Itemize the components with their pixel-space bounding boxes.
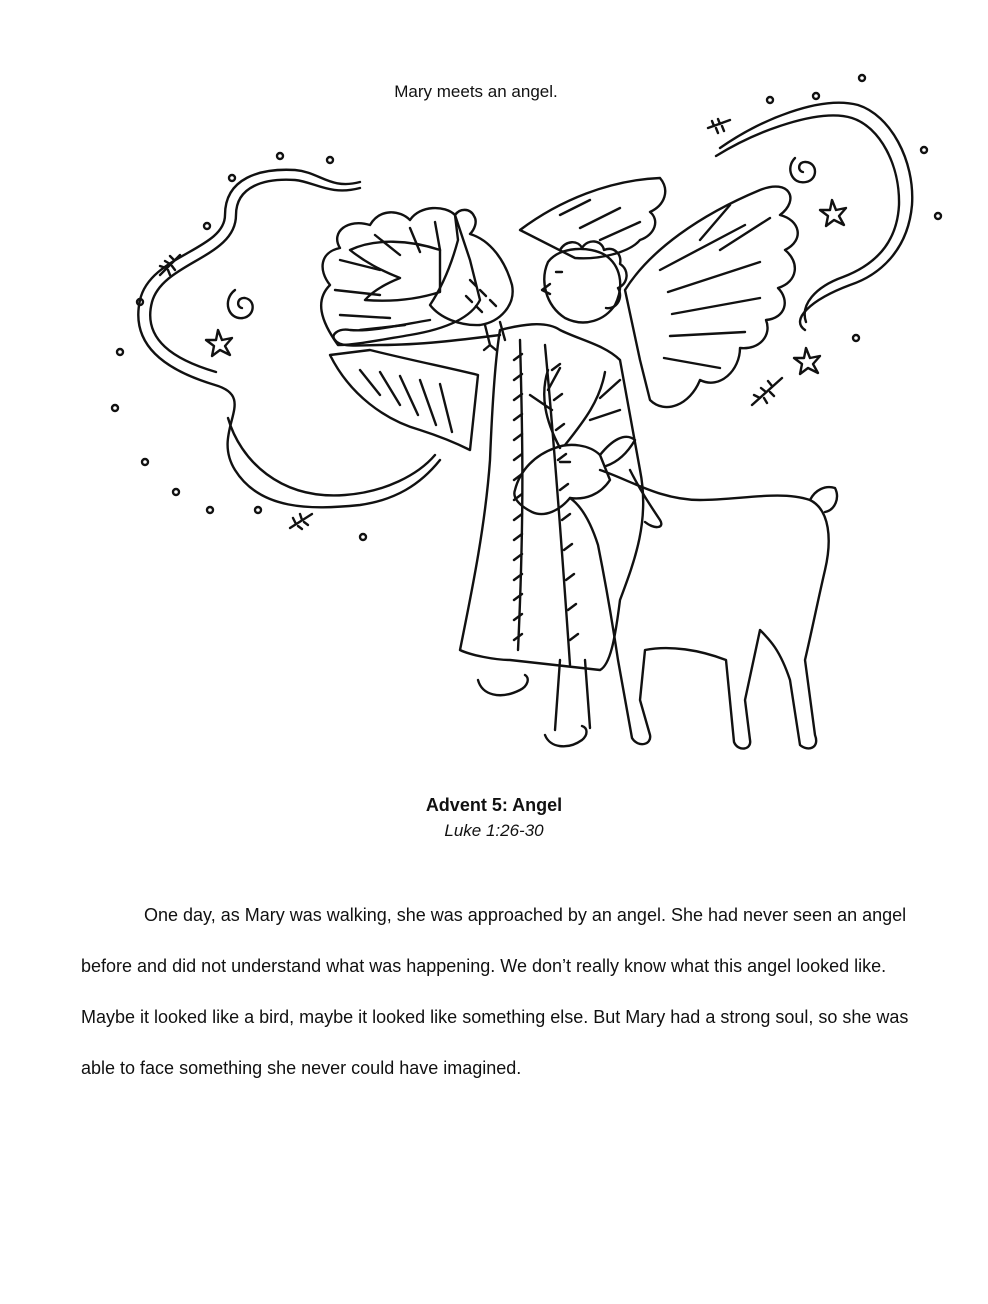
deer-ear bbox=[600, 437, 635, 466]
left-ribbon-line bbox=[228, 418, 435, 495]
deer-head bbox=[514, 445, 610, 514]
right-ribbon-line bbox=[716, 116, 899, 322]
angel-foot bbox=[478, 675, 528, 695]
scripture-reference: Luke 1:26-30 bbox=[444, 821, 544, 840]
leaf-sprig-icon bbox=[708, 119, 730, 133]
deer-body bbox=[570, 470, 829, 749]
star-icon bbox=[794, 348, 820, 374]
left-ribbon-line bbox=[150, 180, 360, 372]
upper-wing bbox=[520, 178, 665, 258]
angel-foot bbox=[545, 726, 587, 746]
right-wing bbox=[625, 187, 798, 407]
lesson-paragraph: One day, as Mary was walking, she was approached by an angel. She had never seen an angel before and did not understand what was happening. We don’t really know what this angel looked like. Maybe it looked like a bird, maybe it looked like something else. But Mary had a strong soul, so she was able to face something she never could have imagined. bbox=[81, 905, 909, 1078]
left-wing-feathers bbox=[335, 222, 440, 330]
upper-wing-feathers bbox=[560, 200, 640, 240]
left-lower-wing-feathers bbox=[360, 370, 452, 432]
angel-leg bbox=[555, 660, 590, 730]
swirl-icon bbox=[228, 290, 253, 318]
bird-feathers bbox=[466, 280, 496, 312]
angel-head bbox=[544, 249, 620, 323]
lesson-title: Advent 5: Angel bbox=[425, 795, 563, 815]
swirl-icon bbox=[790, 158, 815, 182]
deer-antler bbox=[530, 368, 620, 448]
right-wing-feathers bbox=[660, 205, 770, 368]
left-lower-wing bbox=[330, 350, 478, 450]
angel-arm bbox=[630, 470, 661, 527]
illustration-caption: Mary meets an angel. bbox=[394, 82, 558, 101]
star-icon bbox=[820, 200, 846, 226]
leaf-sprig-icon bbox=[752, 378, 782, 405]
right-ribbon-line bbox=[720, 103, 912, 330]
leaf-sprig-icon bbox=[290, 514, 312, 529]
angel-robe bbox=[460, 324, 643, 670]
star-icon bbox=[206, 330, 232, 356]
deer-tail bbox=[810, 487, 837, 512]
